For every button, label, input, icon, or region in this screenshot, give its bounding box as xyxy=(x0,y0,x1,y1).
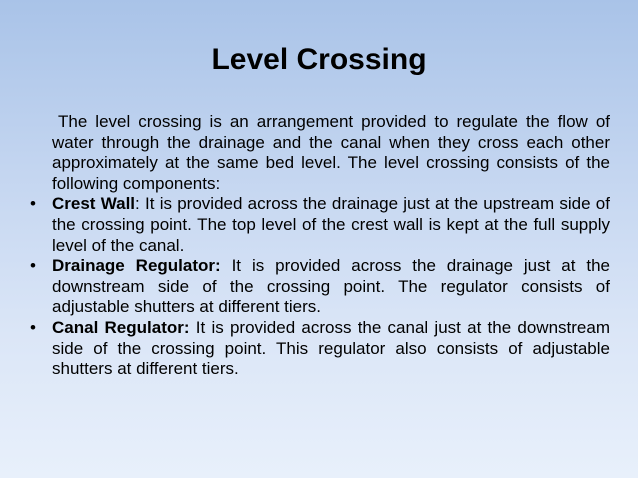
item-term: Drainage Regulator: xyxy=(52,256,221,276)
bullet-icon: • xyxy=(30,317,36,337)
item-description: It is provided across the drainage just at the upstream side of the crossing point. The top level of the crest wall is kept at the full supply level of the canal. xyxy=(52,194,610,255)
component-list xyxy=(28,194,610,379)
intro-paragraph: The level crossing is an arrangement provided to regulate the flow of water through the drainage and the canal when they cross each other approximately at the same bed level. The level crossing consists of the following components: xyxy=(52,112,610,193)
item-term: Canal Regulator: xyxy=(52,317,190,337)
item-description: It is provided across the canal just at the downstream side of the crossing point. This regulator also consists of adjustable shutters at different tiers. xyxy=(52,317,610,379)
item-term: Crest Wall xyxy=(52,194,136,214)
bullet-icon: • xyxy=(30,256,36,276)
slide-title: Level Crossing xyxy=(211,43,427,76)
bullet-icon: • xyxy=(30,194,36,214)
list-item-drainage-regulator xyxy=(28,256,610,318)
item-description: It is provided across the drainage just at the downstream side of the crossing point. The regulator consists of adjustable shutters at different tiers. xyxy=(52,256,610,317)
slide-body xyxy=(28,112,610,380)
item-separator: : xyxy=(135,194,140,214)
list-item-canal-regulator xyxy=(28,318,610,380)
list-item-crest-wall xyxy=(28,194,610,256)
